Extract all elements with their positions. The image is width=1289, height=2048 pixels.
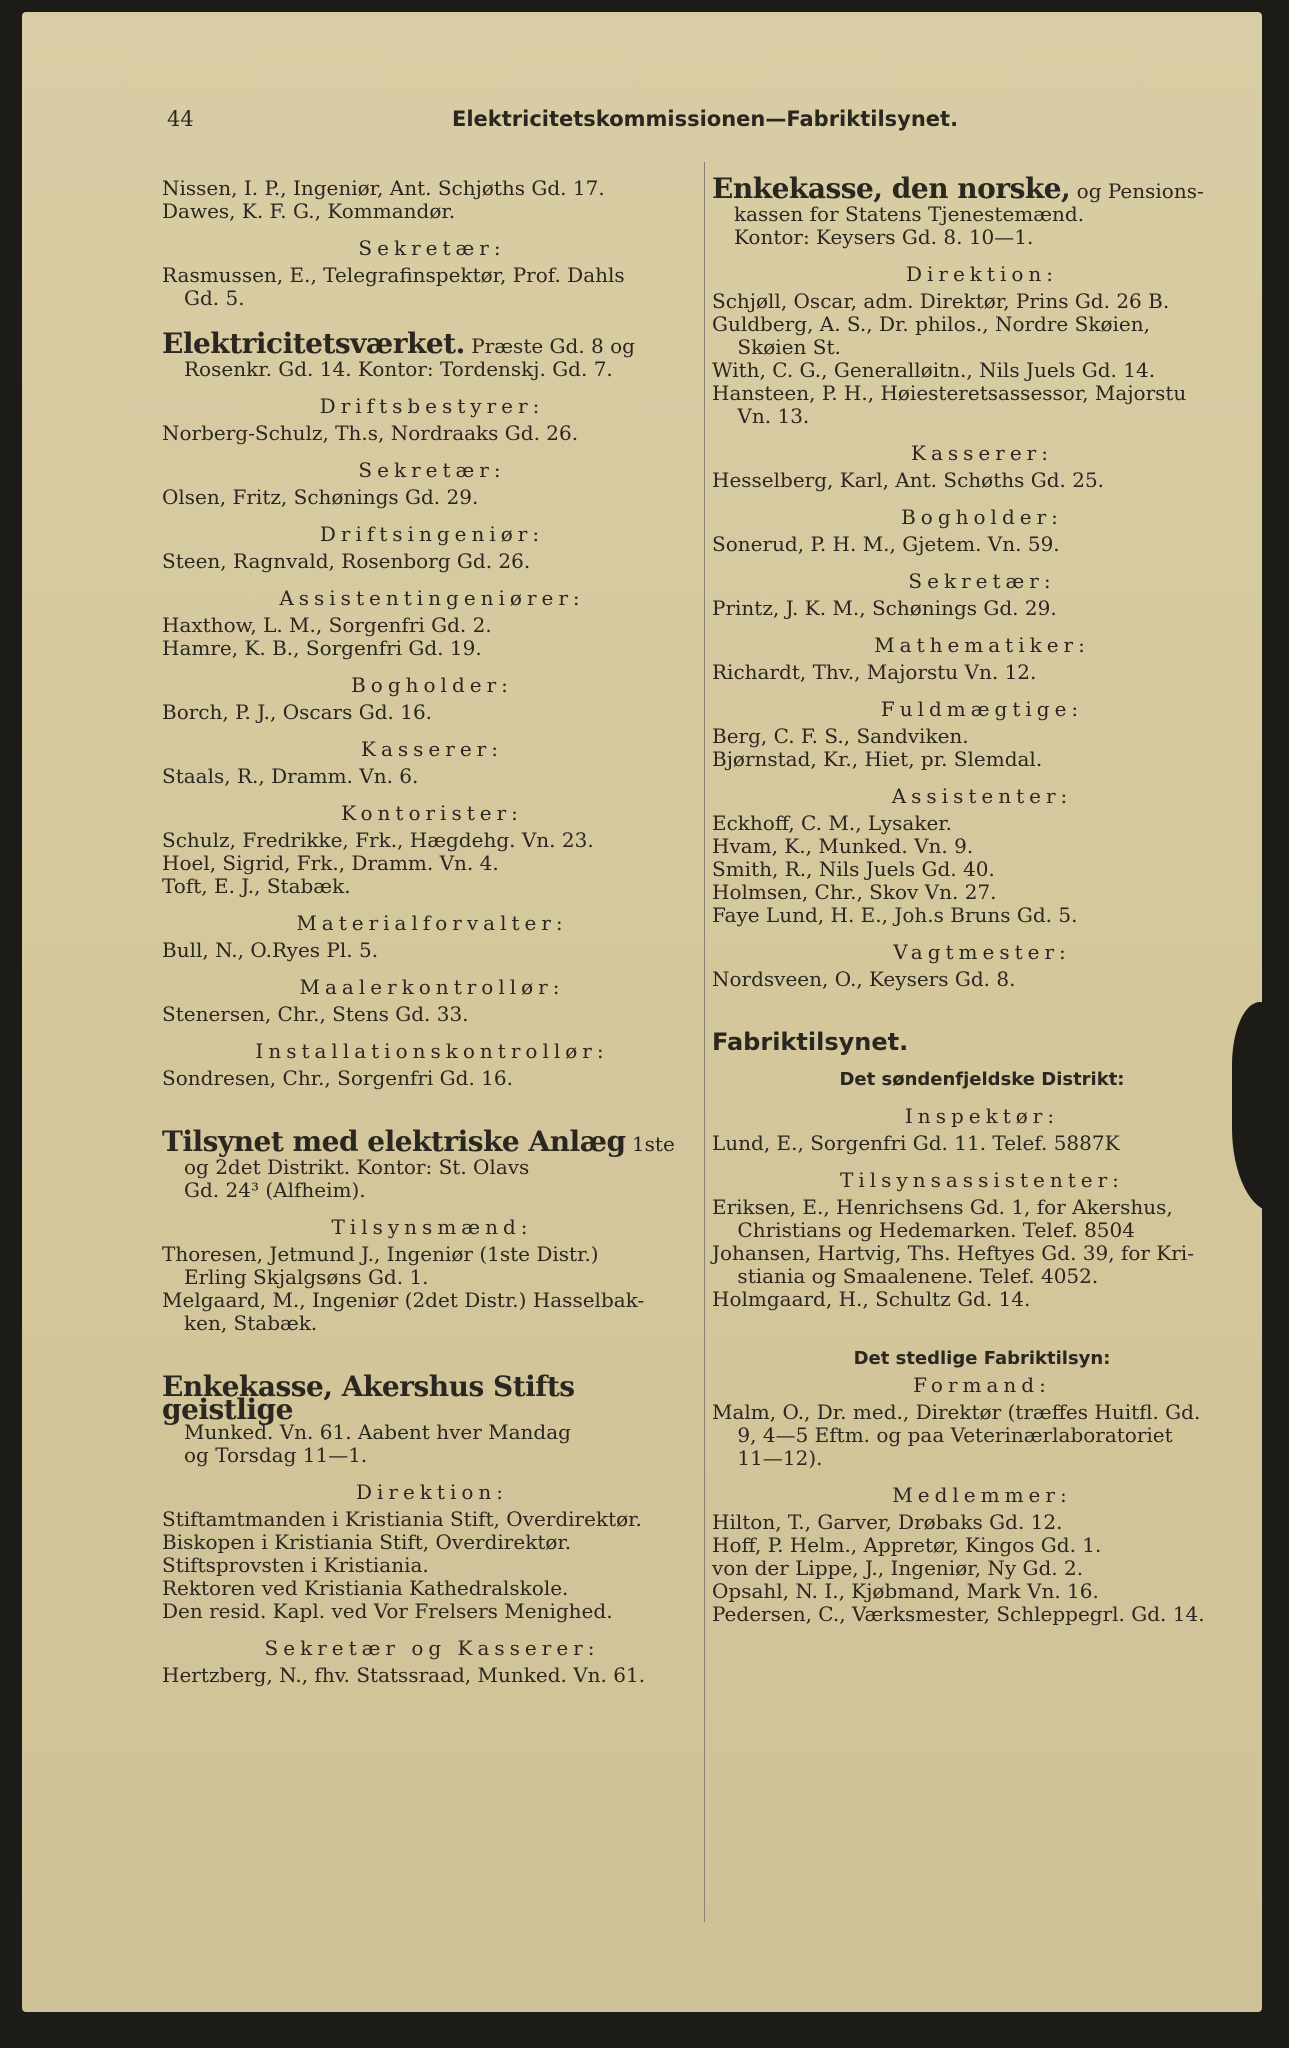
- role-heading: Assistentingeniører:: [279, 586, 585, 610]
- section-heading: Tilsynet med elektriske Anlæg 1ste: [162, 1125, 675, 1158]
- entry-line: Sondresen, Chr., Sorgenfri Gd. 16.: [162, 1066, 513, 1090]
- role-heading: Vagtmester:: [893, 940, 1071, 964]
- entry-line: Borch, P. J., Oscars Gd. 16.: [162, 700, 433, 724]
- column-divider: [704, 162, 705, 1922]
- entry-line: Eriksen, E., Henrichsens Gd. 1, for Akershus,: [712, 1195, 1173, 1219]
- entry-line: Norberg-Schulz, Th.s, Nordraaks Gd. 26.: [162, 421, 579, 445]
- role-heading: Materialforvalter:: [296, 911, 568, 935]
- role-heading: Direktion:: [905, 262, 1059, 286]
- entry-line: Skøien St.: [712, 335, 841, 359]
- entry-line: Pedersen, C., Værksmester, Schleppegrl. Gd. 14.: [712, 1602, 1205, 1626]
- role-heading: Mathematiker:: [874, 633, 1090, 657]
- entry-line: Kontor: Keysers Gd. 8. 10—1.: [734, 225, 1034, 249]
- role-heading: Installationskontrollør:: [255, 1039, 609, 1063]
- entry-line: Toft, E. J., Stabæk.: [162, 874, 351, 898]
- entry-line: With, C. G., Generalløitn., Nils Juels Gd. 14.: [712, 358, 1156, 382]
- role-heading: Tilsynsassistenter:: [840, 1168, 1124, 1192]
- entry-line: Schjøll, Oscar, adm. Direktør, Prins Gd. 26 B.: [712, 289, 1170, 313]
- role-heading: Direktion:: [355, 1480, 509, 1504]
- entry-line: Opsahl, N. I., Kjøbmand, Mark Vn. 16.: [712, 1579, 1099, 1603]
- entry-line: stiania og Smaalenene. Telef. 4052.: [712, 1264, 1099, 1288]
- section-title: Enkekasse, den norske,: [712, 172, 1071, 205]
- entry-line: Gd. 24³ (Alfheim).: [184, 1178, 366, 1202]
- entry-line: Rosenkr. Gd. 14. Kontor: Tordenskj. Gd. 7.: [184, 357, 613, 381]
- entry-line: Gd. 5.: [184, 286, 245, 310]
- entry-line: Sonerud, P. H. M., Gjetem. Vn. 59.: [712, 532, 1060, 556]
- direktion-list: [162, 1508, 702, 1623]
- role-heading: Sekretær:: [908, 569, 1056, 593]
- entry-line: Steen, Ragnvald, Rosenborg Gd. 26.: [162, 549, 531, 573]
- role-heading: Kasserer:: [911, 441, 1053, 465]
- entry-line: Hesselberg, Karl, Ant. Schøths Gd. 25.: [712, 468, 1105, 492]
- entry-line: Hilton, T., Garver, Drøbaks Gd. 12.: [712, 1510, 1063, 1534]
- section-title: Fabriktilsynet.: [712, 1028, 909, 1056]
- role-heading: Formand:: [913, 1373, 1051, 1397]
- entry-line: kassen for Statens Tjenestemænd.: [734, 202, 1085, 226]
- entry-line: og Torsdag 11—1.: [184, 1443, 368, 1467]
- section-heading: Elektricitetsværket. Præste Gd. 8 og: [162, 327, 635, 360]
- entry-line: von der Lippe, J., Ingeniør, Ny Gd. 2.: [712, 1556, 1084, 1580]
- entry-line: Thoresen, Jetmund J., Ingeniør (1ste Distr.): [162, 1242, 599, 1266]
- role-heading: Driftsbestyrer:: [319, 394, 545, 418]
- role-heading: Kontorister:: [341, 801, 523, 825]
- role-heading: Inspektør:: [904, 1104, 1060, 1128]
- entry-line: Haxthow, L. M., Sorgenfri Gd. 2.: [162, 613, 492, 637]
- role-heading: Maalerkontrollør:: [299, 975, 565, 999]
- section-heading: Enkekasse, den norske, og Pensions-: [712, 172, 1204, 205]
- entry-line: Richardt, Thv., Majorstu Vn. 12.: [712, 660, 1037, 684]
- entry-line: Nissen, I. P., Ingeniør, Ant. Schjøths Gd. 17.: [162, 176, 605, 200]
- entry-line: Eckhoff, C. M., Lysaker.: [712, 811, 952, 835]
- section-title: Tilsynet med elektriske Anlæg: [162, 1125, 626, 1158]
- entry-line: Stenersen, Chr., Stens Gd. 33.: [162, 1002, 469, 1026]
- entry-line: Lund, E., Sorgenfri Gd. 11. Telef. 5887K: [712, 1131, 1120, 1155]
- role-heading: Kasserer:: [361, 737, 503, 761]
- entry-line: 11—12).: [712, 1446, 823, 1470]
- entry-line: Christians og Hedemarken. Telef. 8504: [712, 1218, 1135, 1242]
- entry-line: Rektoren ved Kristiania Kathedralskole.: [162, 1576, 569, 1600]
- entry-line: Munked. Vn. 61. Aabent hver Mandag: [184, 1420, 571, 1444]
- entry-line: Malm, O., Dr. med., Direktør (træffes Huitfl. Gd.: [712, 1400, 1201, 1424]
- member-list: [712, 1511, 1252, 1626]
- role-heading: Driftsingeniør:: [319, 522, 545, 546]
- entry-line: Schulz, Fredrikke, Frk., Hægdehg. Vn. 23.: [162, 828, 594, 852]
- entry-line: Biskopen i Kristiania Stift, Overdirektør.: [162, 1530, 572, 1554]
- inspektor-list: [712, 1132, 1252, 1155]
- entry-line: Hansteen, P. H., Høiesteretsassessor, Majorstu: [712, 381, 1187, 405]
- role-heading: Tilsynsmænd:: [331, 1215, 533, 1239]
- district-heading: Det stedlige Fabriktilsyn:: [853, 1348, 1111, 1369]
- role-heading: Sekretær:: [358, 458, 506, 482]
- entry-line: Melgaard, M., Ingeniør (2det Distr.) Hasselbak-: [162, 1288, 645, 1312]
- entry-line: ken, Stabæk.: [184, 1311, 318, 1335]
- right-role-groups: [712, 263, 1252, 991]
- role-heading: Assistenter:: [891, 784, 1073, 808]
- entry-line: Hamre, K. B., Sorgenfri Gd. 19.: [162, 636, 482, 660]
- section-title: Elektricitetsværket.: [162, 327, 465, 360]
- entry-line: 9, 4—5 Eftm. og paa Veterinærlaboratoriet: [712, 1423, 1173, 1447]
- entry-line: Stiftsprovsten i Kristiania.: [162, 1553, 429, 1577]
- entry-line: Printz, J. K. M., Schønings Gd. 29.: [712, 596, 1057, 620]
- entry-line: Hoff, P. Helm., Appretør, Kingos Gd. 1.: [712, 1533, 1102, 1557]
- entry-line: Hvam, K., Munked. Vn. 9.: [712, 834, 974, 858]
- entry-line: Guldberg, A. S., Dr. philos., Nordre Skøien,: [712, 312, 1150, 336]
- entry-line: Hertzberg, N., fhv. Statssraad, Munked. Vn. 61.: [162, 1663, 646, 1687]
- entry-line: Holmgaard, H., Schultz Gd. 14.: [712, 1287, 1031, 1311]
- entry-line: Bjørnstad, Kr., Hiet, pr. Slemdal.: [712, 747, 1043, 771]
- entry-line: Staals, R., Dramm. Vn. 6.: [162, 764, 419, 788]
- right-column: [712, 172, 1252, 1626]
- entry-line: Stiftamtmanden i Kristiania Stift, Overdirektør.: [162, 1507, 642, 1531]
- entry-line: Johansen, Hartvig, Ths. Heftyes Gd. 39, for Kri-: [712, 1241, 1194, 1265]
- left-column: [162, 177, 702, 1687]
- book-page: [22, 12, 1262, 2012]
- role-heading: Bogholder:: [351, 673, 513, 697]
- role-heading: Bogholder:: [901, 505, 1063, 529]
- entry-line: Erling Skjalgsøns Gd. 1.: [184, 1265, 429, 1289]
- role-heading: Medlemmer:: [892, 1483, 1072, 1507]
- formand-list: [712, 1401, 1252, 1470]
- running-header: [22, 107, 1262, 137]
- page-number: 44: [167, 107, 194, 131]
- assistant-list: [712, 1196, 1252, 1311]
- entry-line: Vn. 13.: [712, 404, 810, 428]
- role-heading: Sekretær:: [358, 236, 506, 260]
- entry-line: Faye Lund, H. E., Joh.s Bruns Gd. 5.: [712, 903, 1078, 927]
- entry-line: Nordsveen, O., Keysers Gd. 8.: [712, 967, 1016, 991]
- entry-line: og 2det Distrikt. Kontor: St. Olavs: [184, 1155, 530, 1179]
- entry-line: Dawes, K. F. G., Kommandør.: [162, 199, 456, 223]
- entry-line: Den resid. Kapl. ved Vor Frelsers Menighed.: [162, 1599, 613, 1623]
- district-heading: Det søndenfjeldske Distrikt:: [839, 1069, 1125, 1090]
- entry-line: Hoel, Sigrid, Frk., Dramm. Vn. 4.: [162, 851, 499, 875]
- role-heading: Fuldmægtige:: [880, 697, 1084, 721]
- section-title: Enkekasse, Akershus Stifts geistlige: [162, 1370, 575, 1426]
- entry-line: Holmsen, Chr., Skov Vn. 27.: [712, 880, 997, 904]
- role-heading: Sekretær og Kasserer:: [264, 1636, 600, 1660]
- left-role-groups: [162, 395, 702, 1090]
- entry-line: Rasmussen, E., Telegrafinspektør, Prof. Dahls: [162, 263, 625, 287]
- running-title: Elektricitetskommissionen—Fabriktilsynet.: [452, 107, 959, 131]
- entry-line: Bull, N., O.Ryes Pl. 5.: [162, 938, 379, 962]
- entry-line: Berg, C. F. S., Sandviken.: [712, 724, 969, 748]
- entry-line: Smith, R., Nils Juels Gd. 40.: [712, 857, 995, 881]
- entry-line: Olsen, Fritz, Schønings Gd. 29.: [162, 485, 479, 509]
